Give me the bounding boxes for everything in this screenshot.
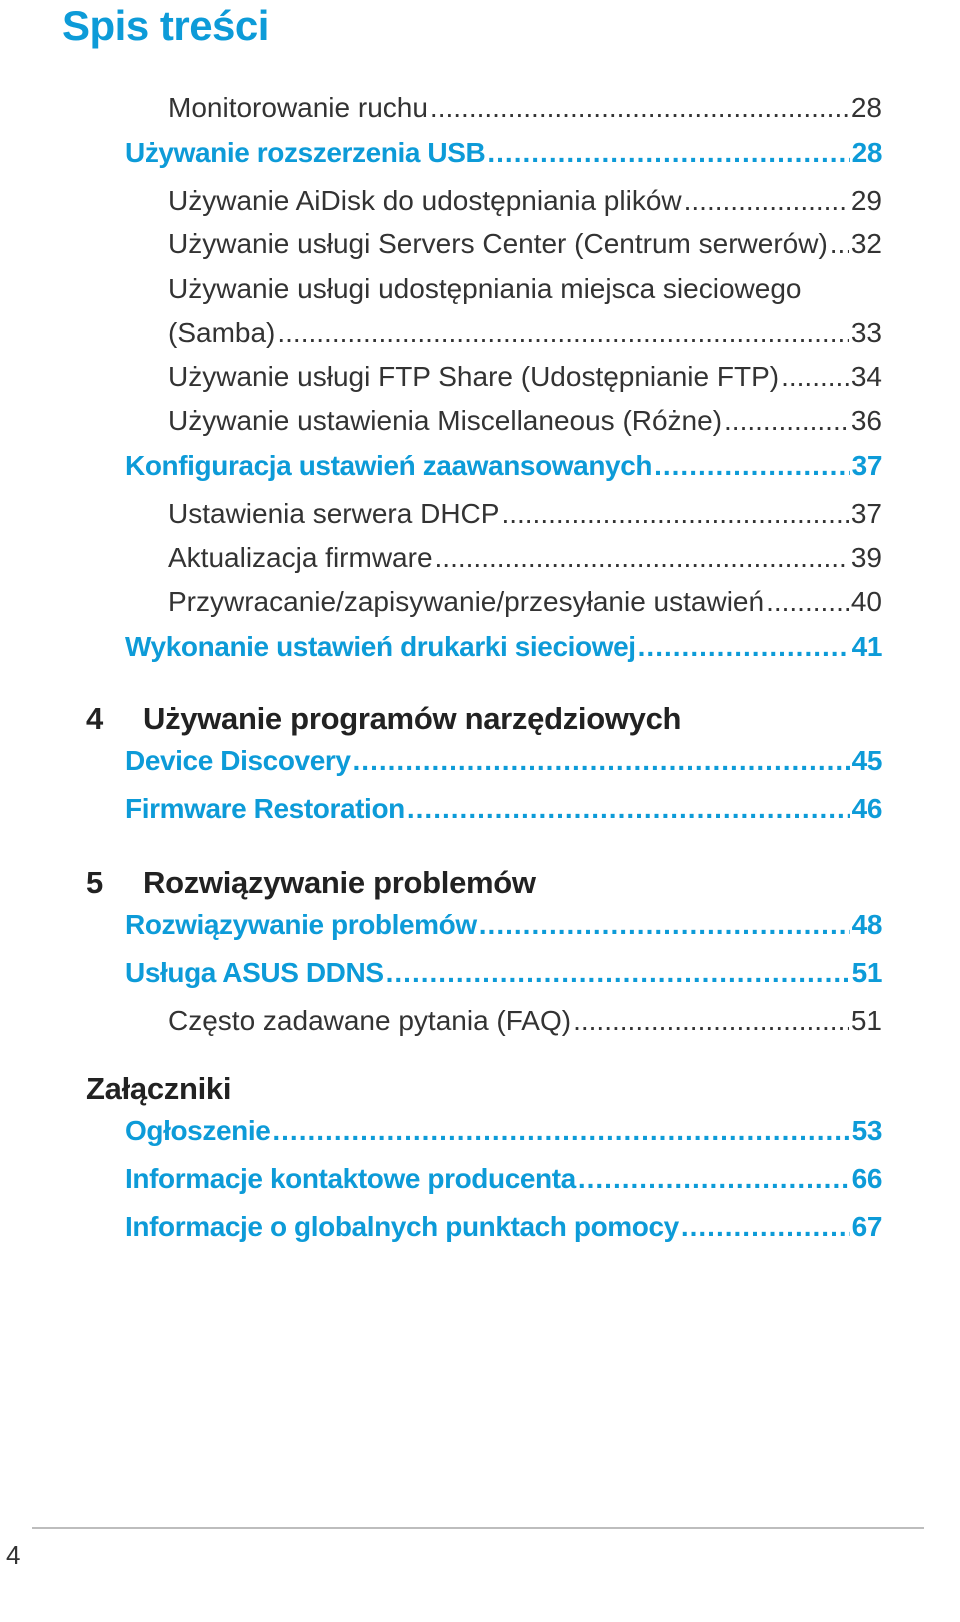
dot-leader bbox=[353, 745, 850, 777]
toc-entry-faq[interactable] bbox=[168, 1005, 882, 1037]
toc-entry-device-discovery[interactable] bbox=[125, 745, 882, 777]
toc-entry-page: 37 bbox=[850, 498, 882, 529]
toc-entry-punkty-pomocy[interactable] bbox=[125, 1211, 882, 1243]
dot-leader bbox=[654, 450, 850, 482]
toc-entry-page: 66 bbox=[851, 1163, 882, 1194]
toc-entry-firmware-restoration[interactable] bbox=[125, 793, 882, 825]
toc-entry-monitorowanie-ruchu[interactable] bbox=[168, 92, 882, 124]
toc-entry-label: Używanie rozszerzenia USB bbox=[125, 137, 486, 168]
dot-leader bbox=[766, 586, 849, 618]
toc-entry-page: 51 bbox=[851, 957, 882, 988]
toc-entry-label: Ustawienia serwera DHCP bbox=[168, 498, 500, 529]
toc-entry-ftp-share[interactable] bbox=[168, 361, 882, 393]
toc-entry-page: 67 bbox=[851, 1211, 882, 1242]
toc-entry-page: 28 bbox=[850, 92, 882, 123]
dot-leader bbox=[573, 1005, 849, 1037]
toc-entry-informacje-kontaktowe[interactable] bbox=[125, 1163, 882, 1195]
toc-entry-label: Często zadawane pytania (FAQ) bbox=[168, 1005, 572, 1036]
toc-entry-page: 33 bbox=[850, 317, 882, 348]
chapter-title: Załączniki bbox=[86, 1071, 232, 1106]
toc-entry-label: Informacje kontaktowe producenta bbox=[125, 1163, 576, 1194]
toc-entry-label: Monitorowanie ruchu bbox=[168, 92, 428, 123]
chapter-title: Rozwiązywanie problemów bbox=[143, 865, 536, 900]
toc-entry-page: 34 bbox=[850, 361, 882, 392]
chapter-heading-4[interactable] bbox=[86, 701, 681, 737]
toc-entry-label: Używanie usługi udostępniania miejsca sieciowego bbox=[168, 273, 802, 304]
toc-entry-dhcp[interactable] bbox=[168, 498, 882, 530]
toc-entry-label: Używanie AiDisk do udostępniania plików bbox=[168, 185, 682, 216]
toc-entry-label: Usługa ASUS DDNS bbox=[125, 957, 384, 988]
dot-leader bbox=[638, 631, 850, 663]
toc-entry-miscellaneous[interactable] bbox=[168, 405, 882, 437]
toc-entry-page: 41 bbox=[851, 631, 882, 662]
toc-entry-page: 53 bbox=[851, 1115, 882, 1146]
toc-entry-label: Przywracanie/zapisywanie/przesyłanie ustawień bbox=[168, 586, 765, 617]
dot-leader bbox=[272, 1115, 849, 1147]
toc-entry-page: 37 bbox=[851, 450, 882, 481]
toc-entry-aidisk[interactable] bbox=[168, 185, 882, 217]
dot-leader bbox=[479, 909, 850, 941]
chapter-number: 5 bbox=[86, 865, 103, 900]
toc-entry-page: 45 bbox=[851, 745, 882, 776]
toc-entry-label: Konfiguracja ustawień zaawansowanych bbox=[125, 450, 653, 481]
toc-entry-label: Używanie usługi FTP Share (Udostępnianie FTP) bbox=[168, 361, 780, 392]
toc-entry-samba-line1[interactable] bbox=[168, 273, 801, 305]
dot-leader bbox=[277, 317, 848, 349]
toc-entry-page: 40 bbox=[850, 586, 882, 617]
page-title: Spis treści bbox=[62, 2, 269, 49]
page-number: 4 bbox=[6, 1540, 21, 1570]
dot-leader bbox=[684, 185, 849, 217]
dot-leader bbox=[435, 542, 849, 574]
toc-entry-asus-ddns[interactable] bbox=[125, 957, 882, 989]
toc-entry-firmware[interactable] bbox=[168, 542, 882, 574]
toc-entry-page: 29 bbox=[850, 185, 882, 216]
chapter-number: 4 bbox=[86, 701, 103, 736]
toc-entry-konfiguracja-ustawien[interactable] bbox=[125, 450, 882, 482]
toc-entry-label: Wykonanie ustawień drukarki sieciowej bbox=[125, 631, 636, 662]
toc-entry-samba[interactable] bbox=[168, 317, 882, 349]
toc-entry-label: Firmware Restoration bbox=[125, 793, 405, 824]
toc-entry-label: Device Discovery bbox=[125, 745, 351, 776]
toc-entry-page: 36 bbox=[850, 405, 882, 436]
toc-entry-drukarki[interactable] bbox=[125, 631, 882, 663]
dot-leader bbox=[681, 1211, 850, 1243]
dot-leader bbox=[501, 498, 848, 530]
toc-entry-page: 28 bbox=[851, 137, 882, 168]
toc-entry-page: 51 bbox=[850, 1005, 882, 1036]
chapter-title: Używanie programów narzędziowych bbox=[143, 701, 682, 736]
toc-entry-page: 32 bbox=[850, 228, 882, 259]
toc-entry-ogloszenie[interactable] bbox=[125, 1115, 882, 1147]
toc-entry-uzywanie-rozszerzenia-usb[interactable] bbox=[125, 137, 882, 169]
dot-leader bbox=[487, 137, 849, 169]
footer-divider bbox=[32, 1527, 924, 1529]
dot-leader bbox=[830, 228, 849, 260]
toc-entry-label: Używanie usługi Servers Center (Centrum serwerów) bbox=[168, 228, 828, 259]
dot-leader bbox=[578, 1163, 850, 1195]
dot-leader bbox=[386, 957, 850, 989]
toc-entry-label: Używanie ustawienia Miscellaneous (Różne) bbox=[168, 405, 723, 436]
toc-entry-page: 46 bbox=[851, 793, 882, 824]
toc-entry-servers-center[interactable] bbox=[168, 228, 882, 260]
toc-entry-label: Ogłoszenie bbox=[125, 1115, 271, 1146]
toc-entry-przywracanie[interactable] bbox=[168, 586, 882, 618]
toc-entry-page: 39 bbox=[850, 542, 882, 573]
toc-entry-label: Aktualizacja firmware bbox=[168, 542, 433, 573]
toc-entry-rozwiazywanie-problemow[interactable] bbox=[125, 909, 882, 941]
dot-leader bbox=[724, 405, 849, 437]
toc-entry-label: (Samba) bbox=[168, 317, 276, 348]
toc-entry-label: Informacje o globalnych punktach pomocy bbox=[125, 1211, 679, 1242]
chapter-heading-zalaczniki[interactable] bbox=[86, 1071, 231, 1107]
dot-leader bbox=[430, 92, 849, 124]
dot-leader bbox=[781, 361, 849, 393]
toc-entry-page: 48 bbox=[851, 909, 882, 940]
dot-leader bbox=[407, 793, 850, 825]
chapter-heading-5[interactable] bbox=[86, 865, 536, 901]
toc-entry-label: Rozwiązywanie problemów bbox=[125, 909, 477, 940]
